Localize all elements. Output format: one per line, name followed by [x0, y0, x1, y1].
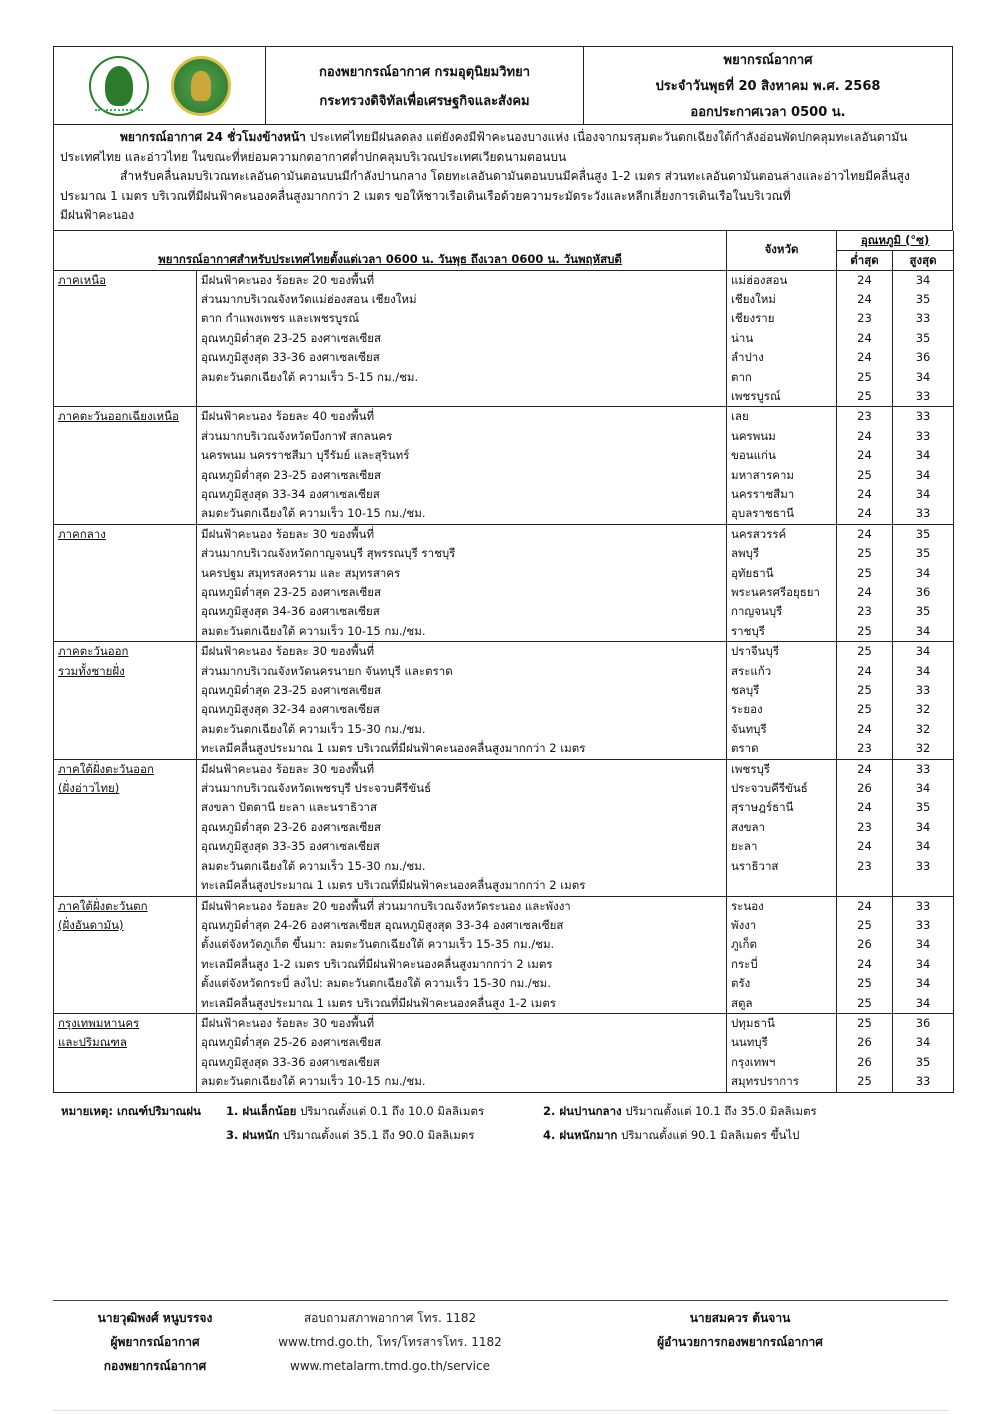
table-row — [54, 759, 954, 779]
min-temp: 25 — [837, 387, 893, 407]
province-name: ตราด — [727, 739, 837, 759]
max-temp: 33 — [893, 309, 954, 328]
max-temp: 34 — [893, 779, 954, 798]
province-name: มหาสารคาม — [727, 466, 837, 485]
min-temp: 24 — [837, 583, 893, 602]
max-temp: 32 — [893, 700, 954, 719]
min-temp-header: ต่ำสุด — [837, 250, 893, 270]
min-temp: 25 — [837, 368, 893, 387]
province-name: กาญจนบุรี — [727, 602, 837, 621]
wave-text: สำหรับคลื่นลมบริเวณทะเลอันดามันตอนบนมีกำลังปานกลาง โดยทะเลอันดามันตอนบนมีคลื่นสูง 1-2 เมตร ส่วนทะเลอันดามันตอนล่างและอ่าวไทยมีคลื่นสูง — [120, 169, 910, 183]
contact-website-link[interactable]: www.tmd.go.th, โทร/โทรสารโทร. 1182 — [278, 1335, 502, 1349]
max-temp: 33 — [893, 916, 954, 935]
min-temp: 24 — [837, 348, 893, 367]
max-temp: 33 — [893, 427, 954, 446]
region-name-line: (ฝั่งอ่าวไทย) — [58, 781, 120, 796]
forecast-description: ส่วนมากบริเวณจังหวัดบึงกาฬ สกลนคร — [197, 427, 727, 446]
max-temp: 34 — [893, 368, 954, 387]
province-name — [727, 876, 837, 896]
forecaster-name: นายวุฒิพงศ์ หนูบรรจง — [97, 1311, 213, 1325]
province-name: เชียงใหม่ — [727, 290, 837, 309]
forecast-description: นครพนม นครราชสีมา บุรีรัมย์ และสุรินทร์ — [197, 446, 727, 465]
forecast-description: อุณหภูมิต่ำสุด 23-26 องศาเซลเซียส — [197, 818, 727, 837]
province-name: ลพบุรี — [727, 544, 837, 563]
region-name — [54, 1013, 197, 1092]
province-name: นนทบุรี — [727, 1033, 837, 1052]
province-name: นครพนม — [727, 427, 837, 446]
max-temp: 36 — [893, 348, 954, 367]
province-name: สุราษฎร์ธานี — [727, 798, 837, 817]
province-name: ภูเก็ต — [727, 935, 837, 954]
region-name-line: และปริมณฑล — [58, 1035, 127, 1050]
forecast-description: ตาก กำแพงเพชร และเพชรบูรณ์ — [197, 309, 727, 328]
forecast-description: ส่วนมากบริเวณจังหวัดแม่ฮ่องสอน เชียงใหม่ — [197, 290, 727, 309]
table-row — [54, 896, 954, 916]
min-temp: 25 — [837, 916, 893, 935]
forecast-description: ลมตะวันตกเฉียงใต้ ความเร็ว 10-15 กม./ชม. — [197, 1072, 727, 1092]
forecast-description: อุณหภูมิต่ำสุด 23-25 องศาเซลเซียส — [197, 329, 727, 348]
min-temp: 26 — [837, 1033, 893, 1052]
table-row — [54, 1013, 954, 1033]
table-body — [54, 270, 954, 1092]
document-header — [53, 46, 953, 125]
region-name-line: กรุงเทพมหานคร — [58, 1015, 140, 1030]
min-temp: 23 — [837, 857, 893, 876]
region-name-line: ภาคเหนือ — [58, 272, 107, 287]
province-name: ลำปาง — [727, 348, 837, 367]
min-temp: 25 — [837, 544, 893, 563]
max-temp: 35 — [893, 544, 954, 563]
forecast-description: มีฝนฟ้าคะนอง ร้อยละ 30 ของพื้นที่ — [197, 1013, 727, 1033]
title-cell — [584, 47, 952, 124]
province-name: ราชบุรี — [727, 622, 837, 642]
max-temp: 34 — [893, 485, 954, 504]
region-name-line: ภาคตะวันออกเฉียงเหนือ — [58, 409, 179, 424]
region-name-line: ภาคตะวันออก — [58, 644, 129, 659]
min-temp: 24 — [837, 720, 893, 739]
forecast-description — [197, 387, 727, 407]
province-name: เชียงราย — [727, 309, 837, 328]
province-name: ระนอง — [727, 896, 837, 916]
forecast-description: ทะเลมีคลื่นสูงประมาณ 1 เมตร บริเวณที่มีฝนฟ้าคะนองคลื่นสูงมากกว่า 2 เมตร — [197, 876, 727, 896]
tmd-logo-icon — [89, 56, 149, 116]
forecast-description: นครปฐม สมุทรสงคราม และ สมุทรสาคร — [197, 564, 727, 583]
max-temp-header: สูงสุด — [893, 250, 954, 270]
min-temp: 24 — [837, 504, 893, 524]
forecast-description: อุณหภูมิสูงสุด 33-35 องศาเซลเซียส — [197, 837, 727, 856]
min-temp: 23 — [837, 407, 893, 427]
forecast-description: อุณหภูมิสูงสุด 34-36 องศาเซลเซียส — [197, 602, 727, 621]
min-temp: 25 — [837, 681, 893, 700]
min-temp: 23 — [837, 739, 893, 759]
region-name-line: ภาคใต้ฝั่งตะวันออก — [58, 761, 154, 776]
max-temp: 34 — [893, 270, 954, 290]
region-name-line: (ฝั่งอันดามัน) — [58, 917, 124, 932]
province-name: ชลบุรี — [727, 681, 837, 700]
max-temp: 34 — [893, 642, 954, 662]
max-temp: 33 — [893, 387, 954, 407]
province-name: นครสวรรค์ — [727, 524, 837, 544]
province-name: สตูล — [727, 994, 837, 1014]
province-name: อุบลราชธานี — [727, 504, 837, 524]
region-name — [54, 896, 197, 1013]
forecast-date: ประจำวันพุธที่ 20 สิงหาคม พ.ศ. 2568 — [655, 79, 881, 94]
min-temp: 24 — [837, 798, 893, 817]
region-name — [54, 642, 197, 759]
region-name — [54, 759, 197, 896]
max-temp: 33 — [893, 407, 954, 427]
forecast-description: ส่วนมากบริเวณจังหวัดเพชรบุรี ประจวบคีรีขันธ์ — [197, 779, 727, 798]
region-name-line: รวมทั้งชายฝั่ง — [58, 663, 125, 678]
forecast-description: ลมตะวันตกเฉียงใต้ ความเร็ว 15-30 กม./ชม. — [197, 857, 727, 876]
forecast-description: ทะเลมีคลื่นสูงประมาณ 1 เมตร บริเวณที่มีฝนฟ้าคะนองคลื่นสูง 1-2 เมตร — [197, 994, 727, 1014]
forecast-description: อุณหภูมิต่ำสุด 24-26 องศาเซลเซียส อุณหภูมิสูงสุด 33-34 องศาเซลเซียส — [197, 916, 727, 935]
province-name: เพชรบุรี — [727, 759, 837, 779]
min-temp — [837, 876, 893, 896]
min-temp: 26 — [837, 935, 893, 954]
min-temp: 24 — [837, 759, 893, 779]
region-name — [54, 270, 197, 407]
province-name: กรุงเทพฯ — [727, 1053, 837, 1072]
max-temp: 35 — [893, 798, 954, 817]
province-name: ประจวบคีรีขันธ์ — [727, 779, 837, 798]
min-temp: 23 — [837, 818, 893, 837]
max-temp: 35 — [893, 602, 954, 621]
intro-line — [60, 128, 946, 148]
forecast-description: ลมตะวันตกเฉียงใต้ ความเร็ว 10-15 กม./ชม. — [197, 622, 727, 642]
max-temp: 34 — [893, 662, 954, 681]
forecast-description: มีฝนฟ้าคะนอง ร้อยละ 30 ของพื้นที่ — [197, 524, 727, 544]
min-temp: 24 — [837, 427, 893, 446]
max-temp: 34 — [893, 622, 954, 642]
forecast-description: อุณหภูมิต่ำสุด 23-25 องศาเซลเซียส — [197, 681, 727, 700]
forecast-description: มีฝนฟ้าคะนอง ร้อยละ 20 ของพื้นที่ ส่วนมากบริเวณจังหวัดระนอง และพังงา — [197, 896, 727, 916]
min-temp: 24 — [837, 662, 893, 681]
province-name: ปทุมธานี — [727, 1013, 837, 1033]
forecast-description: ตั้งแต่จังหวัดกระบี่ ลงไป: ลมตะวันตกเฉียงใต้ ความเร็ว 15-30 กม./ชม. — [197, 974, 727, 993]
province-name: นครราชสีมา — [727, 485, 837, 504]
province-name: ยะลา — [727, 837, 837, 856]
min-temp: 23 — [837, 602, 893, 621]
forecast-description: อุณหภูมิสูงสุด 32-34 องศาเซลเซียส — [197, 700, 727, 719]
note-heavy-rain: 3. ฝนหนัก ปริมาณตั้งแต่ 35.1 ถึง 90.0 มิลลิเมตร — [226, 1127, 475, 1142]
note-moderate-rain: 2. ฝนปานกลาง ปริมาณตั้งแต่ 10.1 ถึง 35.0 มิลลิเมตร — [543, 1103, 817, 1118]
province-name: กระบี่ — [727, 955, 837, 974]
province-name: ปราจีนบุรี — [727, 642, 837, 662]
forecast-description: ส่วนมากบริเวณจังหวัดนครนายก จันทบุรี และตราด — [197, 662, 727, 681]
max-temp: 34 — [893, 837, 954, 856]
table-row — [54, 270, 954, 290]
min-temp: 25 — [837, 700, 893, 719]
province-name: สมุทรปราการ — [727, 1072, 837, 1092]
document-title: พยากรณ์อากาศ — [723, 53, 813, 68]
forecast-description: อุณหภูมิสูงสุด 33-36 องศาเซลเซียส — [197, 1053, 727, 1072]
table-title: พยากรณ์อากาศสำหรับประเทศไทยตั้งแต่เวลา 0600 น. วันพุธ ถึงเวลา 0600 น. วันพฤหัสบดี — [54, 231, 727, 271]
max-temp: 34 — [893, 935, 954, 954]
province-name: แม่ฮ่องสอน — [727, 270, 837, 290]
forecast-description: ทะเลมีคลื่นสูงประมาณ 1 เมตร บริเวณที่มีฝนฟ้าคะนองคลื่นสูงมากกว่า 2 เมตร — [197, 739, 727, 759]
max-temp: 32 — [893, 739, 954, 759]
min-temp: 26 — [837, 779, 893, 798]
intro-line — [60, 167, 946, 187]
max-temp: 36 — [893, 583, 954, 602]
forecast-description: มีฝนฟ้าคะนอง ร้อยละ 30 ของพื้นที่ — [197, 642, 727, 662]
province-name: ขอนแก่น — [727, 446, 837, 465]
max-temp: 33 — [893, 759, 954, 779]
forecast-description: สงขลา ปัตตานี ยะลา และนราธิวาส — [197, 798, 727, 817]
min-temp: 26 — [837, 1053, 893, 1072]
forecast-description: อุณหภูมิต่ำสุด 23-25 องศาเซลเซียส — [197, 466, 727, 485]
province-name: อุทัยธานี — [727, 564, 837, 583]
table-row — [54, 642, 954, 662]
max-temp: 33 — [893, 681, 954, 700]
province-name: พังงา — [727, 916, 837, 935]
province-name: น่าน — [727, 329, 837, 348]
max-temp: 35 — [893, 290, 954, 309]
province-name: นราธิวาส — [727, 857, 837, 876]
min-temp: 24 — [837, 524, 893, 544]
rain-criteria-notes — [53, 1099, 953, 1147]
max-temp: 34 — [893, 466, 954, 485]
contact-info — [265, 1306, 515, 1378]
table-row — [54, 524, 954, 544]
max-temp: 34 — [893, 994, 954, 1014]
max-temp — [893, 876, 954, 896]
min-temp: 24 — [837, 329, 893, 348]
forecast-description: อุณหภูมิต่ำสุด 23-25 องศาเซลเซียส — [197, 583, 727, 602]
min-temp: 23 — [837, 309, 893, 328]
min-temp: 24 — [837, 955, 893, 974]
director-role: ผู้อำนวยการกองพยากรณ์อากาศ — [657, 1335, 823, 1349]
intro-line: ประเทศไทย และอ่าวไทย ในขณะที่หย่อมความกดอากาศต่ำปกคลุมบริเวณประเทศเวียดนามตอนบน — [60, 149, 567, 164]
max-temp: 35 — [893, 524, 954, 544]
regional-forecast-table — [53, 231, 954, 1093]
province-name: พระนครศรีอยุธยา — [727, 583, 837, 602]
min-temp: 24 — [837, 446, 893, 465]
table-row — [54, 407, 954, 427]
max-temp: 33 — [893, 1072, 954, 1092]
max-temp: 34 — [893, 955, 954, 974]
forecast-description: ลมตะวันตกเฉียงใต้ ความเร็ว 15-30 กม./ชม. — [197, 720, 727, 739]
province-name: จันทบุรี — [727, 720, 837, 739]
region-name-line: ภาคใต้ฝั่งตะวันตก — [58, 898, 148, 913]
max-temp: 35 — [893, 1053, 954, 1072]
forecast-description: อุณหภูมิสูงสุด 33-34 องศาเซลเซียส — [197, 485, 727, 504]
max-temp: 32 — [893, 720, 954, 739]
min-temp: 24 — [837, 270, 893, 290]
max-temp: 34 — [893, 446, 954, 465]
max-temp: 34 — [893, 564, 954, 583]
max-temp: 36 — [893, 1013, 954, 1033]
province-header: จังหวัด — [727, 231, 837, 271]
forecast-description: ลมตะวันตกเฉียงใต้ ความเร็ว 10-15 กม./ชม. — [197, 504, 727, 524]
min-temp: 25 — [837, 642, 893, 662]
province-name: สระแก้ว — [727, 662, 837, 681]
max-temp: 34 — [893, 974, 954, 993]
min-temp: 24 — [837, 485, 893, 504]
max-temp: 35 — [893, 329, 954, 348]
forecaster-dept: กองพยากรณ์อากาศ — [103, 1359, 207, 1373]
forecast-description: มีฝนฟ้าคะนอง ร้อยละ 30 ของพื้นที่ — [197, 759, 727, 779]
province-name: ตรัง — [727, 974, 837, 993]
ministry-logo-icon — [171, 56, 231, 116]
footer-divider — [53, 1300, 948, 1301]
general-forecast — [53, 125, 953, 231]
director-signature — [625, 1306, 855, 1354]
min-temp: 24 — [837, 837, 893, 856]
max-temp: 33 — [893, 857, 954, 876]
director-name: นายสมควร ต้นจาน — [689, 1311, 791, 1325]
min-temp: 25 — [837, 622, 893, 642]
note-very-heavy-rain: 4. ฝนหนักมาก ปริมาณตั้งแต่ 90.1 มิลลิเมตร ขึ้นไป — [543, 1127, 800, 1142]
province-name: เพชรบูรณ์ — [727, 387, 837, 407]
forecast-description: ส่วนมากบริเวณจังหวัดกาญจนบุรี สุพรรณบุรี ราชบุรี — [197, 544, 727, 563]
note-light-rain: 1. ฝนเล็กน้อย ปริมาณตั้งแต่ 0.1 ถึง 10.0 มิลลิเมตร — [226, 1103, 485, 1118]
region-name — [54, 524, 197, 641]
max-temp: 33 — [893, 896, 954, 916]
min-temp: 24 — [837, 290, 893, 309]
max-temp: 34 — [893, 1033, 954, 1052]
forecast-description: อุณหภูมิสูงสุด 33-36 องศาเซลเซียส — [197, 348, 727, 367]
contact-phone: สอบถามสภาพอากาศ โทร. 1182 — [303, 1311, 477, 1325]
min-temp: 25 — [837, 564, 893, 583]
forecast-description: มีฝนฟ้าคะนอง ร้อยละ 40 ของพื้นที่ — [197, 407, 727, 427]
province-name: ตาก — [727, 368, 837, 387]
min-temp: 25 — [837, 1072, 893, 1092]
region-name-line: ภาคกลาง — [58, 526, 106, 541]
min-temp: 25 — [837, 994, 893, 1014]
notes-label: หมายเหตุ: เกณฑ์ปริมาณฝน — [61, 1103, 201, 1118]
logo-cell — [54, 47, 266, 124]
forecast-description: ตั้งแต่จังหวัดภูเก็ต ขึ้นมา: ลมตะวันตกเฉียงใต้ ความเร็ว 15-35 กม./ชม. — [197, 935, 727, 954]
region-name — [54, 407, 197, 524]
min-temp: 25 — [837, 1013, 893, 1033]
province-name: ระยอง — [727, 700, 837, 719]
organization-cell — [266, 47, 584, 124]
intro-line: มีฝนฟ้าคะนอง — [60, 208, 135, 222]
temperature-header: อุณหภูมิ (°ซ) — [837, 231, 954, 251]
intro-lead: พยากรณ์อากาศ 24 ชั่วโมงข้างหน้า — [120, 130, 306, 144]
issue-time: ออกประกาศเวลา 0500 น. — [690, 105, 846, 120]
ministry-name: กระทรวงดิจิทัลเพื่อเศรษฐกิจและสังคม — [319, 93, 530, 109]
forecast-description: ลมตะวันตกเฉียงใต้ ความเร็ว 5-15 กม./ชม. — [197, 368, 727, 387]
min-temp: 25 — [837, 466, 893, 485]
forecast-description: มีฝนฟ้าคะนอง ร้อยละ 20 ของพื้นที่ — [197, 270, 727, 290]
min-temp: 25 — [837, 974, 893, 993]
province-name: เลย — [727, 407, 837, 427]
forecast-description: ทะเลมีคลื่นสูง 1-2 เมตร บริเวณที่มีฝนฟ้าคะนองคลื่นสูงมากกว่า 2 เมตร — [197, 955, 727, 974]
organization-name: กองพยากรณ์อากาศ กรมอุตุนิยมวิทยา — [318, 64, 530, 80]
forecast-document — [53, 46, 953, 1147]
max-temp: 34 — [893, 818, 954, 837]
forecast-description: อุณหภูมิต่ำสุด 25-26 องศาเซลเซียส — [197, 1033, 727, 1052]
intro-text: ประเทศไทยมีฝนลดลง แต่ยังคงมีฟ้าคะนองบางแห่ง เนื่องจากมรสุมตะวันตกเฉียงใต้กำลังอ่อนพัดปกคลุมทะเลอันดามัน — [305, 130, 908, 144]
page-bottom-rule — [53, 1410, 948, 1411]
intro-line: ประมาณ 1 เมตร บริเวณที่มีฝนฟ้าคะนองคลื่นสูงมากกว่า 2 เมตร ขอให้ชาวเรือเดินเรือด้วยความระมัดระวังและหลีกเลี่ยงการเดินเรือในบริเวณที่ — [60, 188, 791, 203]
max-temp: 33 — [893, 504, 954, 524]
min-temp: 24 — [837, 896, 893, 916]
forecaster-signature — [70, 1306, 240, 1378]
province-name: สงขลา — [727, 818, 837, 837]
service-website-link[interactable]: www.metalarm.tmd.go.th/service — [290, 1359, 490, 1373]
forecaster-role: ผู้พยากรณ์อากาศ — [110, 1335, 200, 1349]
